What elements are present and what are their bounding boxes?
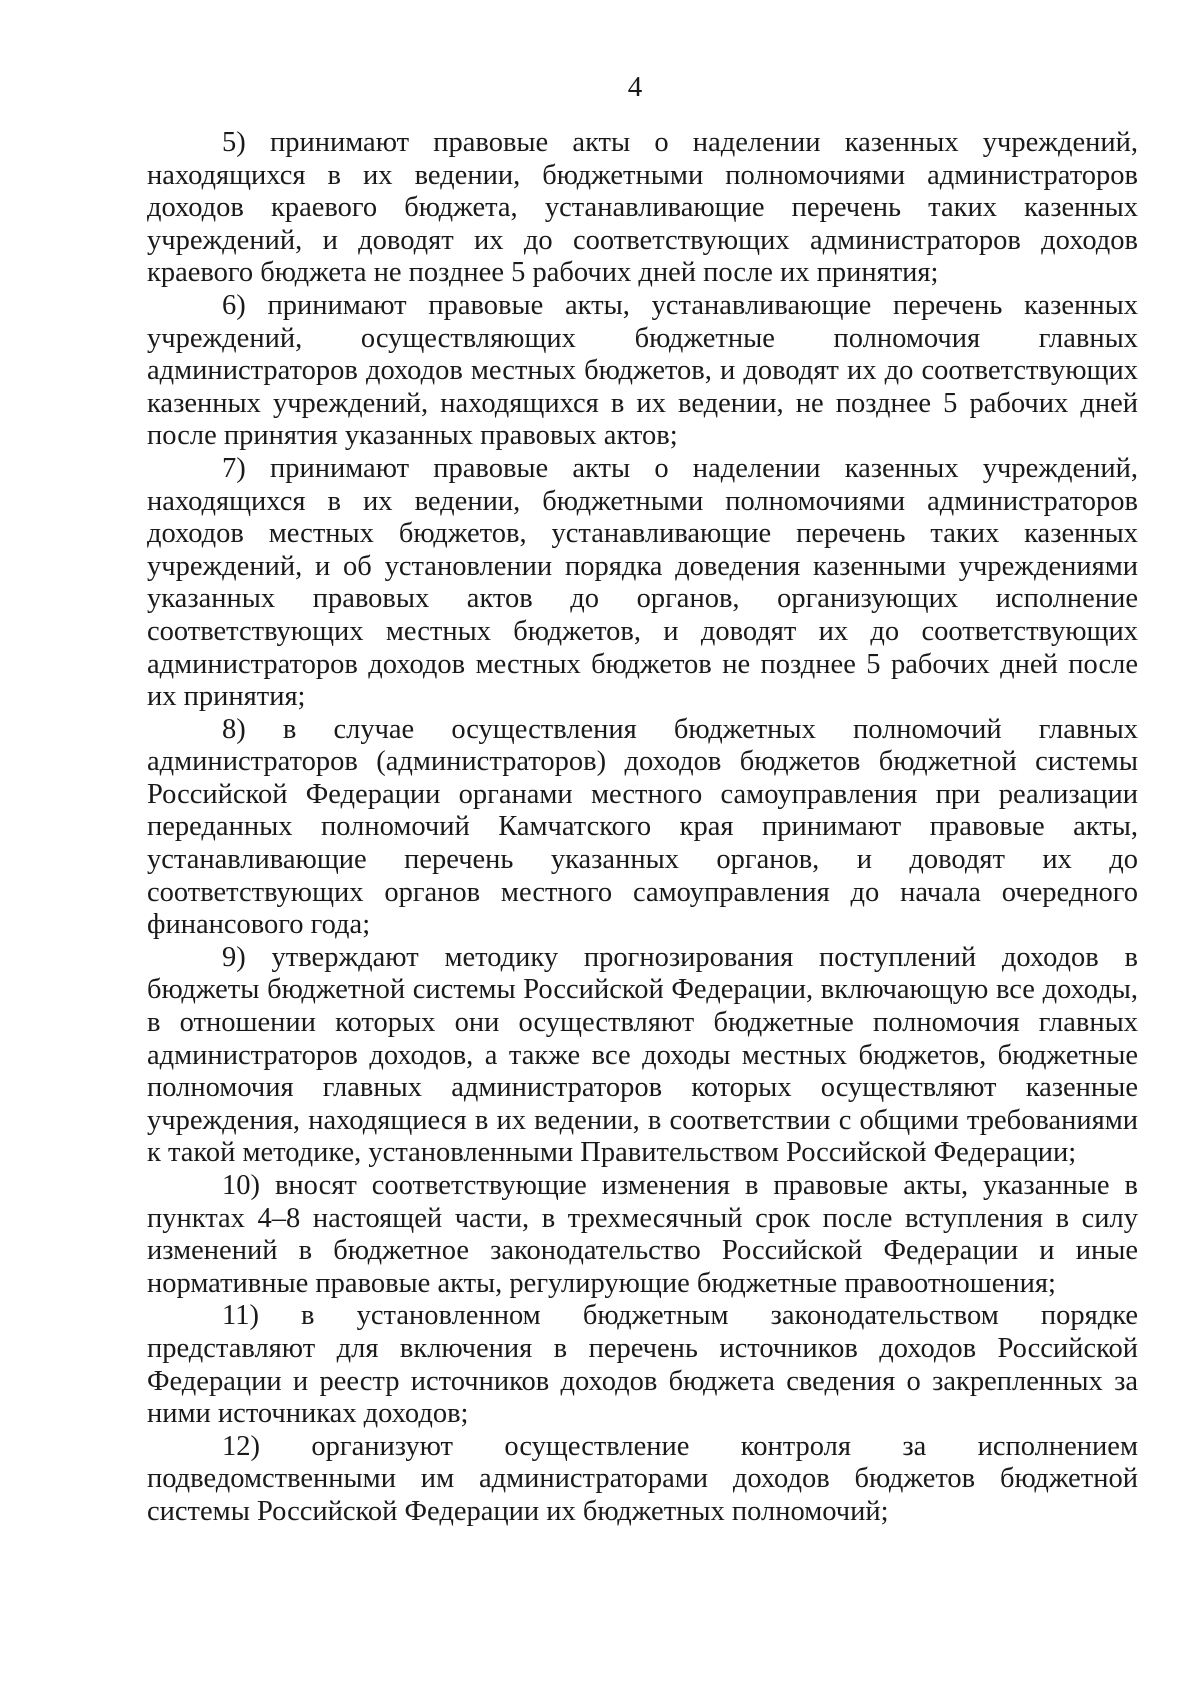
paragraph-item-7: 7) принимают правовые акты о наделении казенных учреждений, находящихся в их ведении, бюджетными полномочиями администраторов доходов местных бюджетов, устанавливающие перечень таких казенных учреждений, и об установлении порядка доведения казенными учреждениями указанных правовых актов до органов, организующих исполнение соответствующих местных бюджетов, и доводят их до соответствующих администраторов доходов местных бюджетов не позднее 5 рабочих дней после их принятия; [147,452,1138,713]
paragraph-item-5: 5) принимают правовые акты о наделении казенных учреждений, находящихся в их ведении, бюджетными полномочиями администраторов доходов краевого бюджета, устанавливающие перечень таких казенных учреждений, и доводят их до соответствующих администраторов доходов краевого бюджета не позднее 5 рабочих дней после их принятия; [147,127,1138,289]
paragraph-item-10: 10) вносят соответствующие изменения в правовые акты, указанные в пунктах 4–8 настоящей части, в трехмесячный срок после вступления в силу изменений в бюджетное законодательство Российской Федерации и иные нормативные правовые акты, регулирующие бюджетные правоотношения; [147,1170,1138,1299]
paragraph-item-11: 11) в установленном бюджетным законодательством порядке представляют для включения в перечень источников доходов Российской Федерации и реестр источников доходов бюджета сведения о закрепленных за ними источниках доходов; [147,1300,1138,1430]
paragraph-item-9: 9) утверждают методику прогнозирования поступлений доходов в бюджеты бюджетной системы Российской Федерации, включающую все доходы, в отношении которых они осуществляют бюджетные полномочия главных администраторов доходов, а также все доходы местных бюджетов, бюджетные полномочия главных администраторов которых осуществляют казенные учреждения, находящиеся в их ведении, в соответствии с общими требованиями к такой методике, установленными Правительством Российской Федерации; [147,941,1138,1169]
paragraph-item-6: 6) принимают правовые акты, устанавливающие перечень казенных учреждений, осуществляющих бюджетные полномочия главных администраторов доходов местных бюджетов, и доводят их до соответствующих казенных учреждений, находящихся в их ведении, не позднее 5 рабочих дней после принятия указанных правовых актов; [147,289,1138,452]
paragraph-item-8: 8) в случае осуществления бюджетных полномочий главных администраторов (администраторов) доходов бюджетов бюджетной системы Российской Федерации органами местного самоуправления при реализации переданных полномочий Камчатского края принимают правовые акты, устанавливающие перечень указанных органов, и доводят их до соответствующих органов местного самоуправления до начала очередного финансового года; [147,713,1138,941]
document-body [147,127,1138,1529]
paragraph-item-12: 12) организуют осуществление контроля за исполнением подведомственными им администраторами доходов бюджетов бюджетной системы Российской Федерации их бюджетных полномочий; [147,1430,1138,1527]
page-number: 4 [627,71,643,103]
